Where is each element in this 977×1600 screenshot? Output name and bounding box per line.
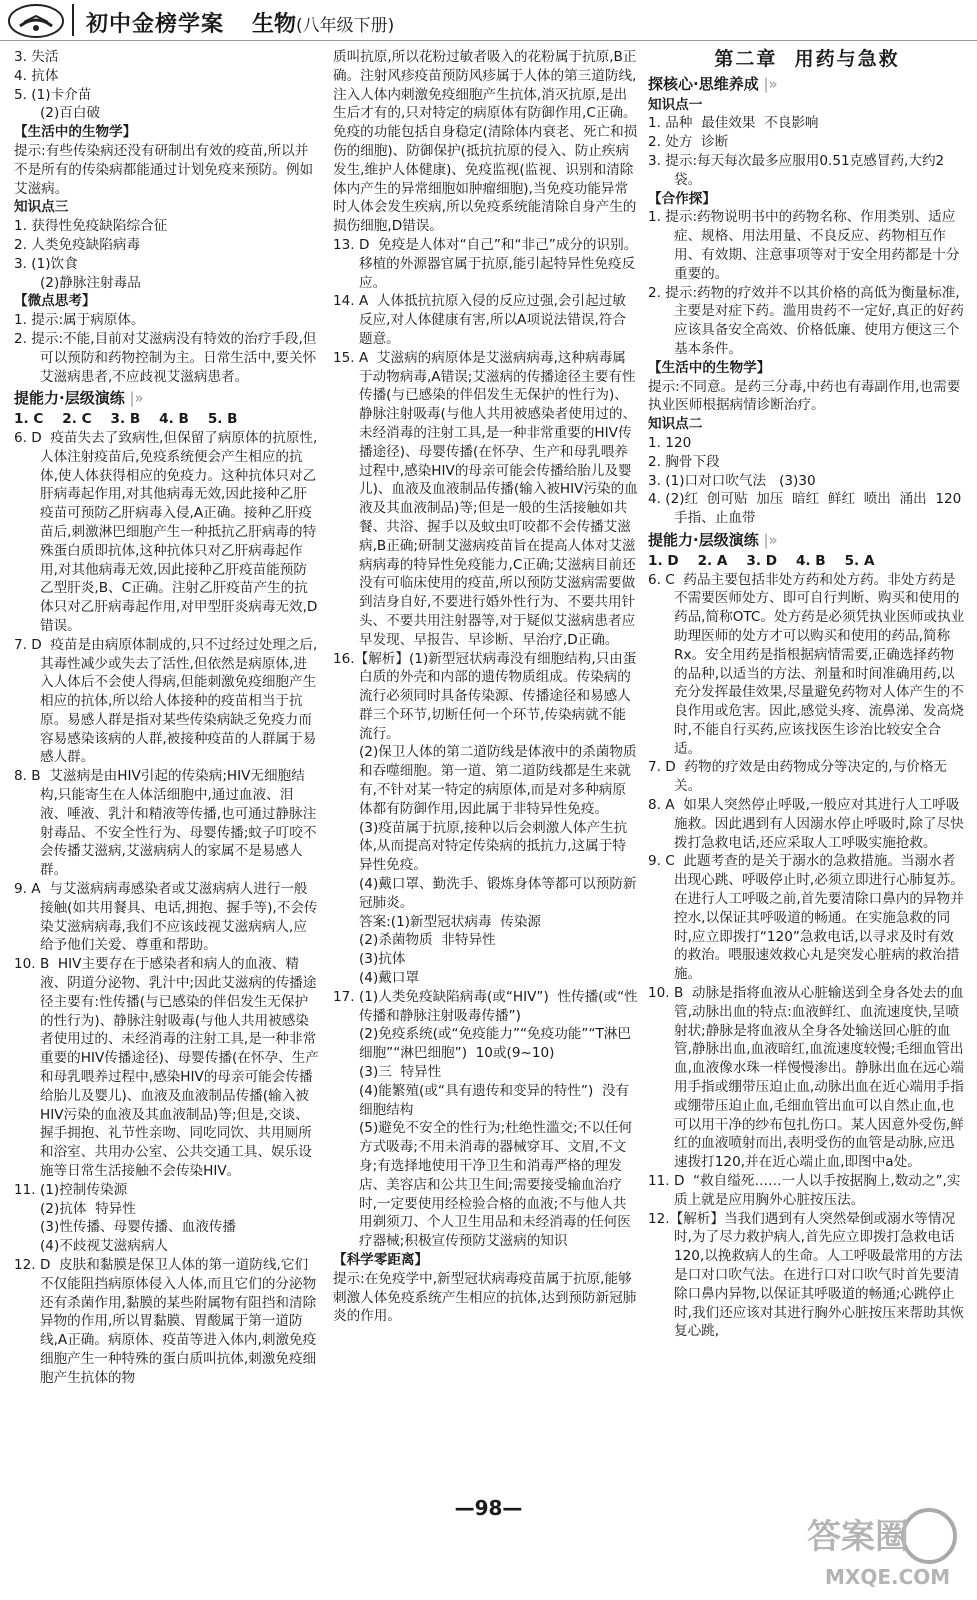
- answer-line: 知识点三: [14, 199, 69, 216]
- book-logo-icon: [6, 2, 66, 40]
- answer-line: (2)免疫系统(或“免疫能力”“免疫功能”“T淋巴细胞”“淋巴细胞”) 10或(9~10): [359, 1026, 631, 1062]
- answer-line: 12. D 皮肤和黏膜是保卫人体的第一道防线,它们不仅能阻挡病原体侵入人体,而且它们的分泌物还有杀菌作用,黏膜的某些附属物有阻挡和清除异物的作用,所以胃黏膜、胃酸属于第一道防线,A正确。病原体、疫苗等进入体内,刺激免疫细胞产生一种特殊的蛋白质叫抗体,刺激免疫细胞产生抗体的物: [14, 1257, 317, 1386]
- answer-column-right: [648, 48, 970, 1341]
- answer-line: (3)性传播、母婴传播、血液传播: [40, 1219, 236, 1236]
- answer-line: (2)保卫人体的第二道防线是体液中的杀菌物质和吞噬细胞。第一道、第二道防线都是生来就有,不针对某一特定的病原体,而是对多种病原体都有防御作用,因此属于非特异性免疫。: [359, 744, 637, 817]
- answer-line: 提示:有些传染病还没有研制出有效的疫苗,所以并不是所有的传染病都能通过计划免疫来预防。例如艾滋病。: [14, 142, 314, 197]
- answer-line: (2)静脉注射毒品: [40, 274, 141, 291]
- watermark-url: MXQE.COM: [825, 1565, 951, 1589]
- answer-line: 8. A 如果人突然停止呼吸,一般应对其进行人工呼吸施救。因此遇到有人因溺水停止呼吸时,除了尽快拨打急救电话,还应采取人工呼吸实施抢救。: [648, 797, 964, 851]
- book-title: 初中金榜学案: [86, 12, 225, 37]
- answer-line: 质叫抗原,所以花粉过敏者吸入的花粉属于抗原,B正确。注射风疹疫苗预防风疹属于人体的第三道防线,注入人体内刺激免疫细胞产生抗体,消灭抗原,是出生后才有的,只对特定的病原体有防御作用,C正确。免疫的功能包括自身稳定(清除体内衰老、死亡和损伤的细胞)、防御保护(抵抗抗原的侵入、防止疾病发生,维护人体健康)、免疫监视(监视、识别和清除体内产生的异常细胞如肿瘤细胞),当免疫功能异常时人体会发生疾病,所以免疫系统能清除自身产生的损伤细胞,D错误。: [333, 49, 638, 235]
- answer-line: (3)疫苗属于抗原,接种以后会刺激人体产生抗体,从而提高对特定传染病的抵抗力,这属于特异性免疫。: [359, 819, 628, 874]
- answer-line: 10. B HIV主要存在于感染者和病人的血液、精液、阴道分泌物、乳汁中;因此艾滋病的传播途径主要有:性传播(与已感染的伴侣发生无保护的性行为)、静脉注射吸毒(与他人共用被感染者使用过的、未经消毒的注射工具,是一种非常重要的HIV传播途径)、母婴传播(在怀孕、生产和母乳喂养过程中,感染HIV的母亲可能会传播给胎儿及婴儿)、血液及血液制品传播(输入被HIV污染的血液及其血液制品)等;但是,交谈、握手拥抱、礼节性亲吻、同吃同饮、共用厕所和浴室、共用办公室、公共交通工具、娱乐设施等日常生活接触不会传染HIV。: [14, 956, 319, 1180]
- answer-line: 3. 提示:每天每次最多应服用0.51克感冒药,大约2袋。: [648, 152, 945, 188]
- subject-title: [252, 7, 394, 38]
- answer-line: 7. D 疫苗是由病原体制成的,只不过经过处理之后,其毒性减少或失去了活性,但依然是病原体,进入人体后不会使人得病,但能刺激免疫细胞产生相应的抗体,所以给人体接种的疫苗相当于抗原。易感人群是指对某些传染病缺乏免疫力而容易感染该病的人群,被接种疫苗的人群属于易感人群。: [14, 636, 318, 766]
- answer-line: 14. A 人体抵抗抗原入侵的反应过强,会引起过敏反应,对人体健康有害,所以A项说法错误,符合题意。: [333, 293, 626, 347]
- answer-line: 知识点二: [648, 416, 703, 433]
- answer-line: 2. 提示:药物的疗效并不以其价格的高低为衡量标准,主要是对症下药。滥用贵药不一定好,真正的好药应该具备安全高效、价格低廉、使用方便这三个基本条件。: [648, 284, 964, 357]
- answer-line: 答案:(1)新型冠状病毒 传染源: [359, 913, 542, 930]
- answer-line: (4)戴口罩、勤洗手、锻炼身体等都可以预防新冠肺炎。: [359, 876, 637, 911]
- double-chevron-icon: |»: [758, 74, 778, 93]
- box-heading: 【微点思考】: [14, 293, 96, 310]
- answer-line: (3)抗体: [359, 951, 406, 968]
- answer-line: 2. 胸骨下段: [648, 453, 720, 470]
- answer-line: 1. 提示:属于病原体。: [14, 312, 145, 329]
- page-header: [0, 0, 977, 46]
- answer-line: 2. 提示:不能,目前对艾滋病没有特效的治疗手段,但可以预防和药物控制为主。日常生活中,要关怀艾滋病患者,不应歧视艾滋病患者。: [14, 330, 317, 385]
- box-heading: 【生活中的生物学】: [648, 359, 771, 376]
- answer-line: 4. (2)红 创可贴 加压 暗红 鲜红 喷出 涌出 120 手指、止血带: [648, 491, 970, 527]
- double-chevron-icon: |»: [124, 389, 144, 408]
- answer-line: 11. D “救自缢死……一人以手按据胸上,数动之”,实质上就是应用胸外心脏按压法。: [648, 1173, 961, 1208]
- answer-line: 11. (1)控制传染源: [14, 1181, 128, 1198]
- answer-line: 1. 品种 最佳效果 不良影响: [648, 115, 819, 132]
- subject-name: 生物: [252, 12, 297, 37]
- page-number: —98—: [454, 1496, 523, 1520]
- answer-line: (5)避免不安全的性行为;杜绝性滥交;不以任何方式吸毒;不用未消毒的器械穿耳、文眉,不文身;有选择地使用干净卫生和消毒严格的理发店、美容店和公共卫生间;需要接受输血治疗时,一定要使用经检验合格的血液;不与他人共用剃须刀、个人卫生用品和未经消毒的任何医疗器械;积极宣传预防艾滋病的知识: [359, 1120, 633, 1250]
- section-heading: 提能力·层级演练 |»: [648, 530, 778, 549]
- section-heading: 探核心·思维养成 |»: [648, 74, 778, 93]
- watermark-logo: [799, 1502, 969, 1592]
- grade-label: (八年级下册): [296, 16, 395, 36]
- section-heading: 提能力·层级演练 |»: [14, 389, 144, 408]
- answer-line: 提示:不同意。是药三分毒,中药也有毒副作用,也需要执业医师根据病情诊断治疗。: [648, 378, 961, 414]
- answer-line: 1. 120: [648, 434, 692, 451]
- answer-line: 1. 获得性免疫缺陷综合征: [14, 218, 168, 235]
- answer-line: 17. (1)人类免疫缺陷病毒(或“HIV”) 性传播(或“性传播和静脉注射吸毒传播”): [333, 988, 638, 1024]
- answer-line: 9. C 此题考查的是关于溺水的急救措施。当溺水者出现心跳、呼吸停止时,必须立即进行心肺复苏。在进行人工呼吸之前,首先要清除口鼻内的异物并控水,以保证其呼吸道的畅通。在实施急救的同时,应立即拨打“120”急救电话,以寻求及时有效的救治。喂服速效救心丸是突发心脏病的救治措施。: [648, 853, 964, 983]
- watermark-text: 答案圈: [807, 1517, 909, 1557]
- header-divider: [72, 4, 74, 36]
- answer-line: 12.【解析】当我们遇到有人突然晕倒或溺水等情况时,为了尽力救护病人,首先应立即拨打急救电话120,以挽救病人的生命。人工呼吸最常用的方法是口对口吹气法。在进行口对口吹气时首先要清除口鼻内异物,以保证其呼吸道的畅通;心跳停止时,我们还应该对其进行胸外心脏按压来帮助其恢复心跳,: [648, 1210, 964, 1340]
- answer-line: (4)能繁殖(或“具有遗传和变异的特性”) 没有细胞结构: [359, 1082, 630, 1118]
- answer-line: 7. D 药物的疗效是由药物成分等决定的,与价格无关。: [648, 759, 948, 795]
- answer-line: 16.【解析】(1)新型冠状病毒没有细胞结构,只由蛋白质的外壳和内部的遗传物质组成。传染病的流行必须同时具备传染源、传播途径和易感人群三个环节,切断任何一个环节,传染病就不能流行。: [333, 650, 637, 742]
- answer-line: 3. (1)口对口吹气法 (3)30: [648, 472, 816, 489]
- answer-line: 1. 提示:药物说明书中的药物名称、作用类别、适应症、规格、用法用量、不良反应、药物相互作用、有效期、注意事项等对于安全用药都是十分重要的。: [648, 209, 960, 282]
- answer-line: 提示:在免疫学中,新型冠状病毒疫苗属于抗原,能够刺激人体免疫系统产生相应的抗体,达到预防新冠肺炎的作用。: [333, 1270, 637, 1325]
- answer-line: 4. 抗体: [14, 67, 59, 84]
- answer-line: 2. 人类免疫缺陷病毒: [14, 236, 141, 253]
- answer-line: 6. C 药品主要包括非处方药和处方药。非处方药是不需要医师处方、即可自行判断、购买和使用的药品,简称OTC。处方药是必须凭执业医师或执业助理医师的处方才可以购买和使用的药品,简称Rx。安全用药是指根据病情需要,正确选择药物的品种,以适当的方法、剂量和时间准确用药,以充分发挥最佳效果,尽量避免药物对人体产生的不良作用或危害。因此,感觉头疼、流鼻涕、发高烧时,不能自行买药,应该找医生诊治比较安全合适。: [648, 571, 965, 757]
- header-rule: [0, 40, 977, 41]
- double-chevron-icon: |»: [758, 530, 778, 549]
- answer-line: (2)百白破: [40, 105, 101, 122]
- answer-line: 1. C 2. C 3. B 4. B 5. B: [14, 411, 238, 428]
- answer-line: 9. A 与艾滋病病毒感染者或艾滋病病人进行一般接触(如共用餐具、电话,拥抱、握手等),不会传染艾滋病病毒,我们不应该歧视艾滋病病人,应给予他们关爱、尊重和帮助。: [14, 881, 318, 954]
- answer-line: (2)杀菌物质 非特异性: [359, 932, 496, 949]
- answer-line: (4)不歧视艾滋病病人: [40, 1238, 169, 1255]
- answer-line: 1. D 2. A 3. D 4. B 5. A: [648, 552, 875, 569]
- box-heading: 【生活中的生物学】: [14, 124, 137, 141]
- answer-line: (4)戴口罩: [359, 970, 420, 987]
- answer-line: (3)三 特异性: [359, 1064, 442, 1081]
- box-heading: 【合作探】: [648, 190, 716, 207]
- answer-column-middle: [333, 48, 639, 1326]
- answer-line: 8. B 艾滋病是由HIV引起的传染病;HIV无细胞结构,只能寄生在人体活细胞中,通过血液、泪液、唾液、乳汁和精液等传播,也可通过静脉注射毒品、不安全性行为、母婴传播;蚊子叮咬不会传播艾滋病,艾滋病病人的家属不是易感人群。: [14, 768, 317, 879]
- chapter-title: 第二章 用药与急救: [714, 48, 900, 70]
- answer-line: 5. (1)卡介苗: [14, 86, 92, 103]
- answer-line: 知识点一: [648, 96, 703, 113]
- answer-line: 6. D 疫苗失去了致病性,但保留了病原体的抗原性,人体注射疫苗后,免疫系统便会产生相应的抗体,使人体获得相应的免疫力。这种抗体只对乙肝病毒起作用,对其他病毒无效,因此接种乙肝疫苗可预防乙肝病毒入侵,A正确。接种乙肝疫苗后,刺激淋巴细胞产生一种抵抗乙肝病毒的特殊蛋白质即抗体,这种抗体只对乙肝病毒起作用,对其他病毒无效,因此接种乙肝疫苗能预防乙型肝炎,B、C正确。注射乙肝疫苗产生的抗体只对乙肝病毒起作用,对甲型肝炎病毒无效,D错误。: [14, 429, 318, 634]
- answer-line: (2)抗体 特异性: [40, 1200, 136, 1217]
- answer-column-left: [14, 48, 320, 1388]
- box-heading: 【科学零距离】: [333, 1252, 429, 1268]
- answer-line: 10. B 动脉是指将血液从心脏输送到全身各处去的血管,动脉出血的特点:血液鲜红、血流速度快,呈喷射状;静脉是将血液从全身各处输送回心脏的血管,静脉出血,血液暗红,血流速度较慢;毛细血管出血,血液像水珠一样慢慢渗出。静脉出血在远心端用手指或绷带压迫止血,动脉出血在近心端用手指或绷带压迫止血,毛细血管出血可以自然止血,也可以用干净的纱布包扎伤口。某人因意外受伤,鲜红的血液喷射而出,表明受伤的血管是动脉,应迅速拨打120,并在近心端止血,即图中a处。: [648, 985, 964, 1171]
- answer-line: 3. 失活: [14, 49, 59, 65]
- answer-line: 13. D 免疫是人体对“自己”和“非己”成分的识别。移植的外源器官属于抗原,能引起特异性免疫反应。: [333, 236, 638, 291]
- answer-line: 3. (1)饮食: [14, 255, 78, 272]
- answer-line: 2. 处方 诊断: [648, 134, 729, 151]
- answer-line: 15. A 艾滋病的病原体是艾滋病病毒,这种病毒属于动物病毒,A错误;艾滋病的传播途径主要有性传播(与已感染的伴侣发生无保护的性行为)、静脉注射吸毒(与他人共用被感染者使用过的、未经消毒的注射工具,是一种非常重要的HIV传播途径)、母婴传播(在怀孕、生产和母乳喂养过程中,感染HIV的母亲可能会传播给胎儿及婴儿)、血液及血液制品传播(输入被HIV污染的血液及其血液制品)等;但是一般的生活接触如共餐、共浴、握手以及蚊虫叮咬都不会传播艾滋病,B正确;研制艾滋病疫苗旨在提高人体对艾滋病病毒的特异性免疫能力,C正确;艾滋病目前还没有可临床使用的疫苗,所以预防艾滋病需要做到洁身自好,不要进行婚外性行为、不要共用针头、不要共用注射器等,对于疑似艾滋病患者应早发现、早报告、早诊断、早治疗,D正确。: [333, 349, 638, 648]
